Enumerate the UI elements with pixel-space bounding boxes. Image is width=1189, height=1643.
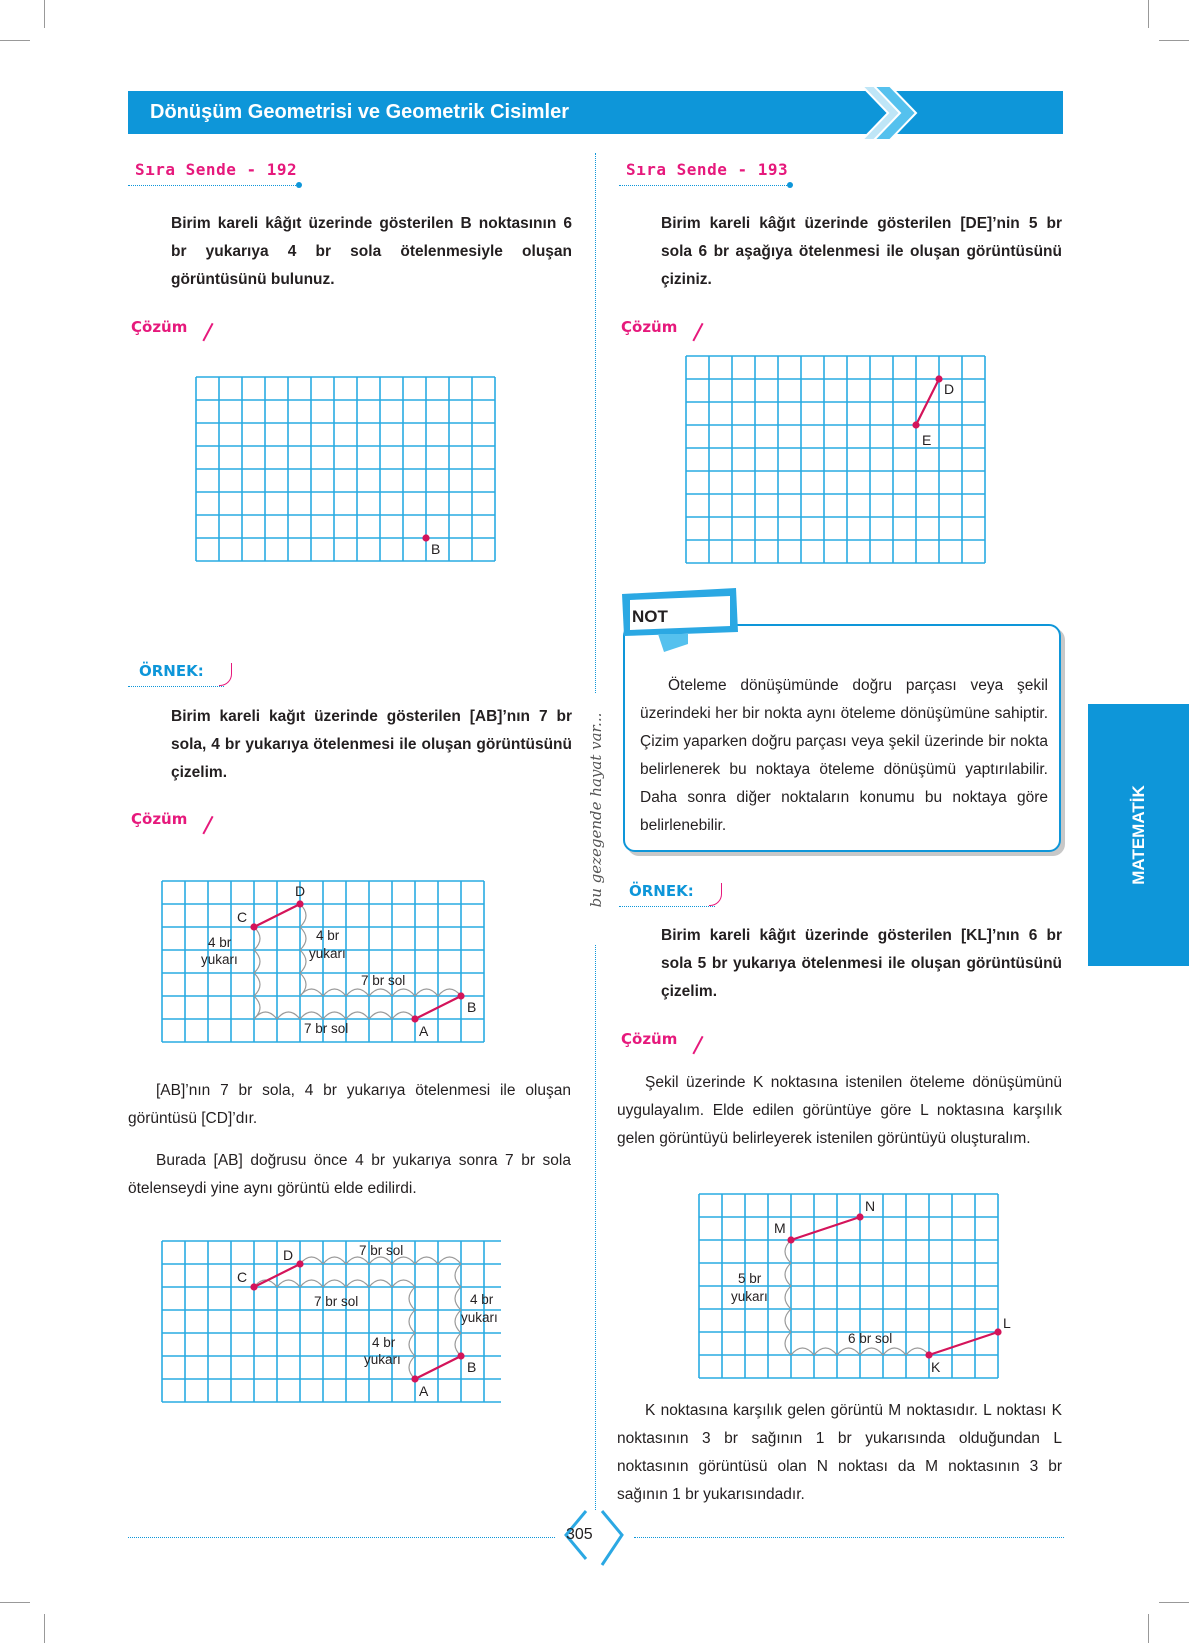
annotation-label: yukarı: [364, 1352, 401, 1367]
section-underline: [128, 185, 298, 186]
slash-decoration: [202, 816, 213, 834]
slash-decoration: [692, 323, 703, 341]
bracket-decoration: [219, 663, 232, 686]
example-prompt: Birim kareli kağıt üzerinde gösterilen [AB]’nın 7 br sola, 4 br yukarıya ötelenmesi ile oluşan görüntüsünü çizelim.: [171, 708, 572, 781]
grid-paper-193[interactable]: [685, 355, 1000, 575]
point-K: [925, 1351, 932, 1358]
slash-decoration: [202, 323, 213, 341]
page-number: 305: [566, 1526, 593, 1543]
annotation-label: 4 br: [372, 1335, 396, 1350]
point-label-D: D: [295, 883, 306, 899]
point-M: [787, 1236, 794, 1243]
exercise-192-title: Sıra Sende - 192: [135, 160, 298, 179]
translation-arc-horizontal: [300, 989, 415, 996]
point-label-L: L: [1003, 1315, 1011, 1331]
point-label-N: N: [865, 1198, 876, 1214]
section-underline: [128, 686, 224, 687]
example-explanation-1: Şekil üzerinde K noktasına istenilen öteleme dönüşümünü uygulayalım. Elde edilen görüntüye göre L noktasına karşılık gelen görüntüyü belirleyerek istenilen görüntüyü oluşturalım.: [617, 1074, 1062, 1147]
point-label-B: B: [467, 999, 477, 1015]
point-D: [296, 900, 303, 907]
grid-paper-example-2[interactable]: [161, 1240, 501, 1415]
point-label-D: D: [944, 381, 955, 397]
point-D: [935, 375, 942, 382]
crop-mark: [0, 40, 30, 41]
point-label-D: D: [283, 1247, 294, 1263]
column-divider: [595, 153, 596, 693]
point-label-C: C: [237, 1269, 248, 1285]
segment-KL: [929, 1332, 998, 1355]
chapter-header: [128, 91, 1063, 134]
translation-arc-horizontal: [254, 1012, 415, 1019]
point-label-E: E: [922, 432, 932, 448]
solution-label: Çözüm: [621, 318, 678, 336]
note-label: NOT: [632, 607, 668, 626]
section-underline: [619, 906, 715, 907]
bullet-dot: [296, 182, 302, 188]
point-label-A: A: [419, 1023, 429, 1039]
annotation-label: 4 br: [316, 928, 340, 943]
crop-mark: [0, 1602, 30, 1603]
point-label-C: C: [237, 909, 248, 925]
bullet-dot: [787, 182, 793, 188]
example-explanation-2: K noktasına karşılık gelen görüntü M noktasıdır. L noktası K noktasının 3 br sağının 1 br yukarısında olduğundan L noktasının görüntüsü olan N noktası da M noktasının 3 br sağının 1 br yukarısındadır.: [617, 1402, 1062, 1503]
point-label-B: B: [467, 1359, 477, 1375]
annotation-label: 4 br: [208, 935, 232, 950]
point-B: [457, 992, 464, 999]
point-D: [296, 1260, 303, 1267]
bracket-decoration: [709, 883, 722, 906]
point-C: [250, 1283, 257, 1290]
exercise-193-title: Sıra Sende - 193: [626, 160, 789, 179]
crop-mark: [1148, 0, 1149, 28]
point-B: [422, 534, 429, 541]
example-title: ÖRNEK:: [629, 882, 694, 900]
example-prompt: Birim kareli kâğıt üzerinde gösterilen [KL]’nın 6 br sola 5 br yukarıya ötelenmesi ile oluşan görüntüsünü çizelim.: [661, 927, 1062, 1000]
point-A: [411, 1015, 418, 1022]
crop-mark: [44, 1614, 45, 1643]
chevron-decoration-icon: [860, 84, 920, 142]
example-title: ÖRNEK:: [139, 662, 204, 680]
note-ribbon-icon: [618, 588, 748, 668]
exercise-192-prompt: Birim kareli kâğıt üzerinde gösterilen B noktasının 6 br yukarıya 4 br sola ötelenmesiyle oluşan görüntüsünü bulunuz.: [171, 215, 572, 288]
point-N: [856, 1213, 863, 1220]
annotation-label: 4 br: [470, 1292, 494, 1307]
crop-mark: [1159, 40, 1189, 41]
footer-line: [634, 1537, 1064, 1538]
footer-line: [128, 1537, 555, 1538]
point-E: [912, 421, 919, 428]
annotation-label: 7 br sol: [361, 973, 406, 988]
column-divider: [595, 945, 596, 1510]
crop-mark: [1159, 1602, 1189, 1603]
point-label-K: K: [931, 1359, 941, 1375]
point-label-M: M: [774, 1220, 786, 1236]
section-underline: [619, 185, 789, 186]
solution-label: Çözüm: [621, 1030, 678, 1048]
translation-arc-horizontal: [300, 1257, 461, 1264]
exercise-193-prompt: Birim kareli kâğıt üzerinde gösterilen [DE]’nin 5 br sola 6 br aşağıya ötelenmesi ile oluşan görüntüsünü çiziniz.: [661, 215, 1062, 288]
solution-label: Çözüm: [131, 810, 188, 828]
point-label-B: B: [431, 541, 441, 557]
annotation-label: yukarı: [461, 1310, 498, 1325]
grid-paper-example-kl[interactable]: [698, 1193, 1018, 1383]
annotation-label: yukarı: [309, 946, 346, 961]
annotation-label: 6 br sol: [848, 1331, 893, 1346]
annotation-label: 7 br sol: [304, 1021, 349, 1036]
annotation-label: yukarı: [201, 952, 238, 967]
example-explanation-2: Burada [AB] doğrusu önce 4 br yukarıya sonra 7 br sola ötelenseydi yine aynı görüntü elde edilirdi.: [128, 1152, 571, 1197]
annotation-label: 7 br sol: [314, 1294, 359, 1309]
vertical-slogan: bu gezegende hayat var...: [587, 712, 605, 908]
grid-paper-example-1[interactable]: [161, 880, 496, 1050]
point-C: [250, 923, 257, 930]
translation-arc-horizontal: [254, 1280, 415, 1287]
annotation-label: yukarı: [731, 1289, 768, 1304]
annotation-label: 5 br: [738, 1271, 762, 1286]
annotation-label: 7 br sol: [359, 1243, 404, 1258]
point-A: [411, 1375, 418, 1382]
grid-paper-192[interactable]: [195, 376, 510, 576]
segment-MN: [791, 1217, 860, 1240]
point-label-A: A: [419, 1383, 429, 1399]
crop-mark: [44, 0, 45, 28]
slash-decoration: [692, 1036, 703, 1054]
solution-label: Çözüm: [131, 318, 188, 336]
crop-mark: [1148, 1614, 1149, 1643]
chapter-title: Dönüşüm Geometrisi ve Geometrik Cisimler: [150, 101, 570, 123]
example-explanation-1: [AB]’nın 7 br sola, 4 br yukarıya ötelenmesi ile oluşan görüntüsü [CD]’dır.: [128, 1082, 571, 1127]
note-text: Öteleme dönüşümünde doğru parçası veya şekil üzerindeki her bir nokta aynı öteleme dönüşümüne sahiptir. Çizim yaparken doğru parçası veya şekil üzerinde bir nokta belirlenerek bu noktaya öteleme dönüşümü yaptırılabilir. Daha sonra diğer noktaların konumu bu noktaya göre belirlenebilir.: [640, 677, 1048, 834]
point-B: [457, 1352, 464, 1359]
subject-side-tab-label: MATEMATİK: [1129, 785, 1148, 885]
translation-arc-vertical: [785, 1240, 791, 1355]
point-L: [994, 1328, 1001, 1335]
